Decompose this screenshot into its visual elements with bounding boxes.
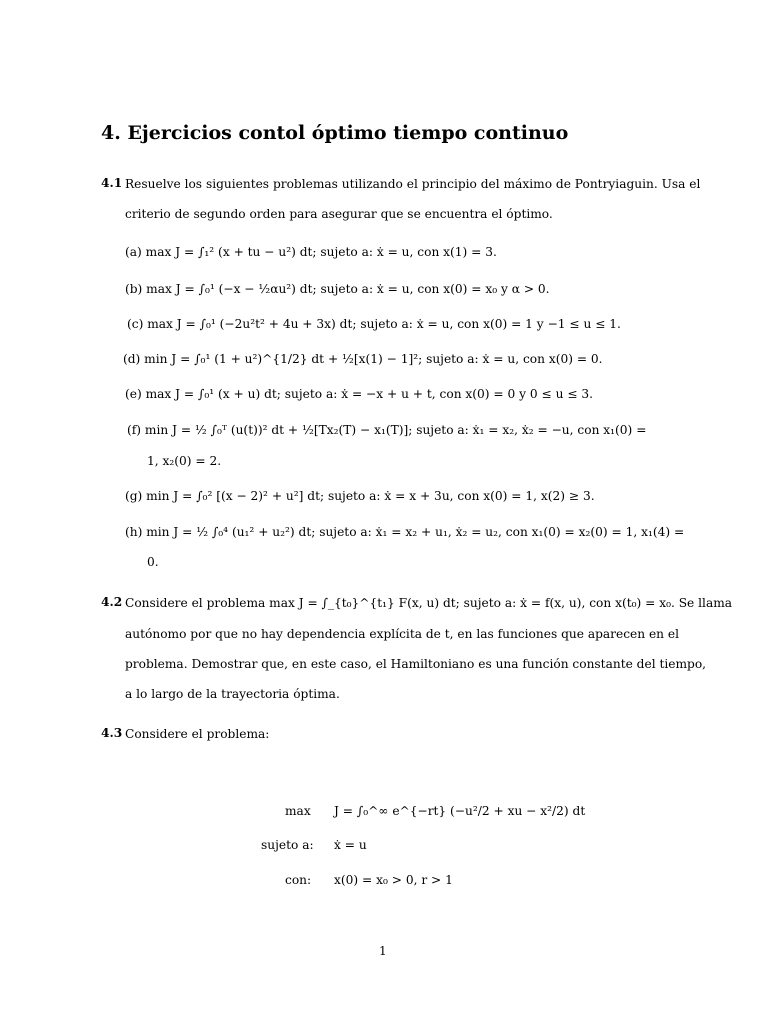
display-label-max: max (285, 804, 311, 818)
display-objective: J = ∫₀^∞ e^{−rt} (−u²/2 + xu − x²/2) dt (334, 804, 586, 818)
exercise-text: criterio de segundo orden para asegurar que se encuentra el óptimo. (125, 207, 553, 221)
exercise-item-d: (d) min J = ∫₀¹ (1 + u²)^{1/2} dt + ½[x(1) − 1]²; sujeto a: ẋ = u, con x(0) = 0. (123, 352, 603, 366)
exercise-text: Considere el problema: (125, 727, 270, 741)
exercise-item-a: (a) max J = ∫₁² (x + tu − u²) dt; sujeto a: ẋ = u, con x(1) = 3. (125, 245, 497, 259)
exercise-item-g: (g) min J = ∫₀² [(x − 2)² + u²] dt; sujeto a: ẋ = x + 3u, con x(0) = 1, x(2) ≥ 3. (125, 489, 595, 503)
exercise-number: 4.3 (101, 726, 123, 740)
exercise-text: Considere el problema max J = ∫_{t₀}^{t₁} F(x, u) dt; sujeto a: ẋ = f(x, u), con x(t₀) = x₀. Se llama (125, 596, 733, 610)
exercise-text: autónomo por que no hay dependencia explícita de t, en las funciones que aparecen en el (125, 627, 680, 641)
exercise-item-h: (h) min J = ½ ∫₀⁴ (u₁² + u₂²) dt; sujeto a: ẋ₁ = x₂ + u₁, ẋ₂ = u₂, con x₁(0) = x₂(0) = 1, x₁(4) = (125, 525, 685, 539)
exercise-number: 4.2 (101, 595, 123, 609)
exercise-text: problema. Demostrar que, en este caso, el Hamiltoniano es una función constante del tiempo, (125, 657, 707, 671)
exercise-item-f: (f) min J = ½ ∫₀ᵀ (u(t))² dt + ½[Tx₂(T) − x₁(T)]; sujeto a: ẋ₁ = x₂, ẋ₂ = −u, con x₁(0) = (127, 423, 647, 437)
page-number: 1 (379, 944, 387, 958)
exercise-number: 4.1 (101, 176, 123, 190)
display-label-with: con: (285, 873, 312, 887)
display-constraint: ẋ = u (334, 838, 367, 852)
display-label-subject-to: sujeto a: (261, 838, 314, 852)
exercise-item-b: (b) max J = ∫₀¹ (−x − ½αu²) dt; sujeto a: ẋ = u, con x(0) = x₀ y α > 0. (125, 282, 550, 296)
exercise-item-h-continued: 0. (147, 555, 159, 569)
exercise-item-c: (c) max J = ∫₀¹ (−2u²t² + 4u + 3x) dt; sujeto a: ẋ = u, con x(0) = 1 y −1 ≤ u ≤ 1. (127, 317, 621, 331)
section-heading: 4. Ejercicios contol óptimo tiempo continuo (101, 122, 569, 144)
exercise-item-f-continued: 1, x₂(0) = 2. (147, 454, 222, 468)
exercise-item-e: (e) max J = ∫₀¹ (x + u) dt; sujeto a: ẋ = −x + u + t, con x(0) = 0 y 0 ≤ u ≤ 3. (125, 387, 594, 401)
exercise-text: a lo largo de la trayectoria óptima. (125, 687, 340, 701)
display-initial-condition: x(0) = x₀ > 0, r > 1 (334, 873, 453, 887)
exercise-text: Resuelve los siguientes problemas utilizando el principio del máximo de Pontryiaguin. Usa el (125, 177, 701, 191)
